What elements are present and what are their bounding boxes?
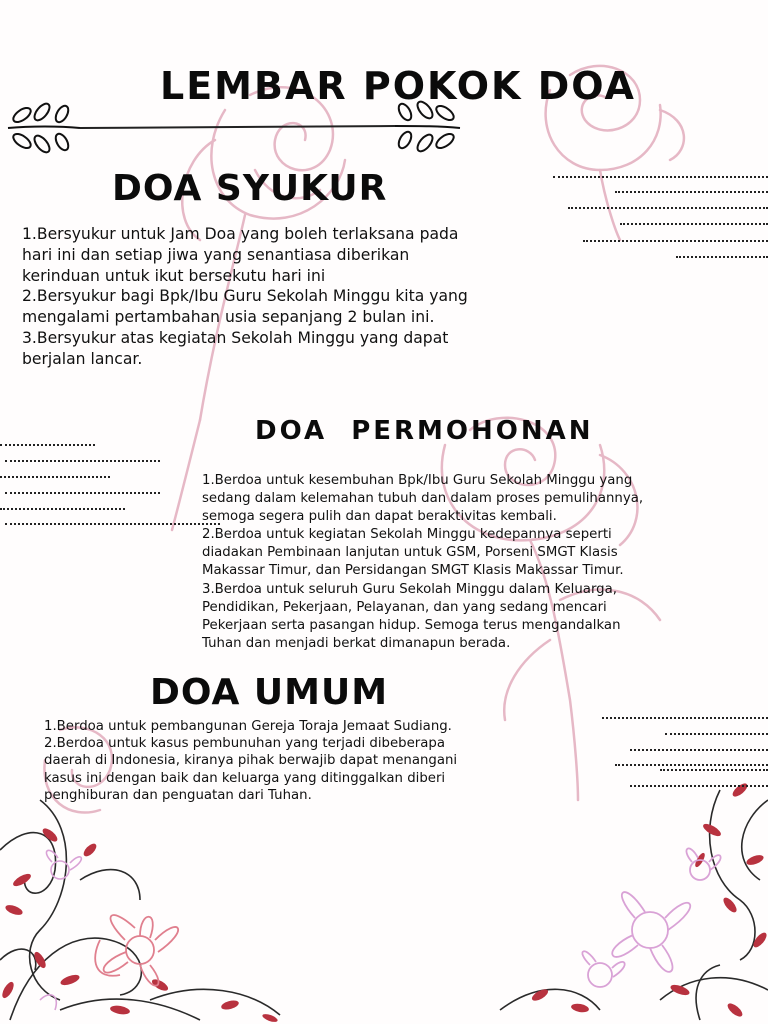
page-title: LEMBAR POKOK DOA: [160, 64, 636, 108]
paragraph-doa-umum: 1.Berdoa untuk pembangunan Gereja Toraja Jemaat Sudiang. 2.Berdoa untuk kasus pembunuhan yang terjadi dibeberapa daerah di Indonesia, kiranya pihak berwajib dapat menangani kasus ini dengan baik dan keluarga yang ditinggalkan diberi penghiburan dan penguatan dari Tuhan.: [44, 719, 458, 803]
heading-doa-umum: DOA UMUM: [150, 672, 389, 713]
heading-doa-syukur: DOA SYUKUR: [112, 168, 388, 209]
paragraph-doa-permohonan: 1.Berdoa untuk kesembuhan Bpk/Ibu Guru Sekolah Minggu yang sedang dalam kelemahan tubuh dan dalam proses pemulihannya, semoga segera pulih dan dapat beraktivitas kembali. 2.Berdoa untuk kegiatan Sekolah Minggu kedepannya seperti diadakan Pembinaan lanjutan untuk GSM, Porseni SMGT Klasis Makassar Timur, dan Persidangan SMGT Klasis Makassar Timur. 3.Berdoa untuk seluruh Guru Sekolah Minggu dalam Keluarga, Pendidikan, Pekerjaan, Pelayanan, dan yang sedang mencari Pekerjaan serta pasangan hidup. Semoga terus mengandalkan Tuhan dan menjadi berkat dimanapun berada.: [202, 473, 644, 651]
heading-doa-permohonan: DOA PERMOHONAN: [255, 416, 594, 446]
paragraph-doa-syukur: 1.Bersyukur untuk Jam Doa yang boleh terlaksana pada hari ini dan setiap jiwa yang senantiasa diberikan kerinduan untuk ikut bersekutu hari ini 2.Bersyukur bagi Bpk/Ibu Guru Sekolah Minggu kita yang mengalami pertambahan usia sepanjang 2 bulan ini. 3.Bersyukur atas kegiatan Sekolah Minggu yang dapat berjalan lancar.: [22, 225, 468, 368]
